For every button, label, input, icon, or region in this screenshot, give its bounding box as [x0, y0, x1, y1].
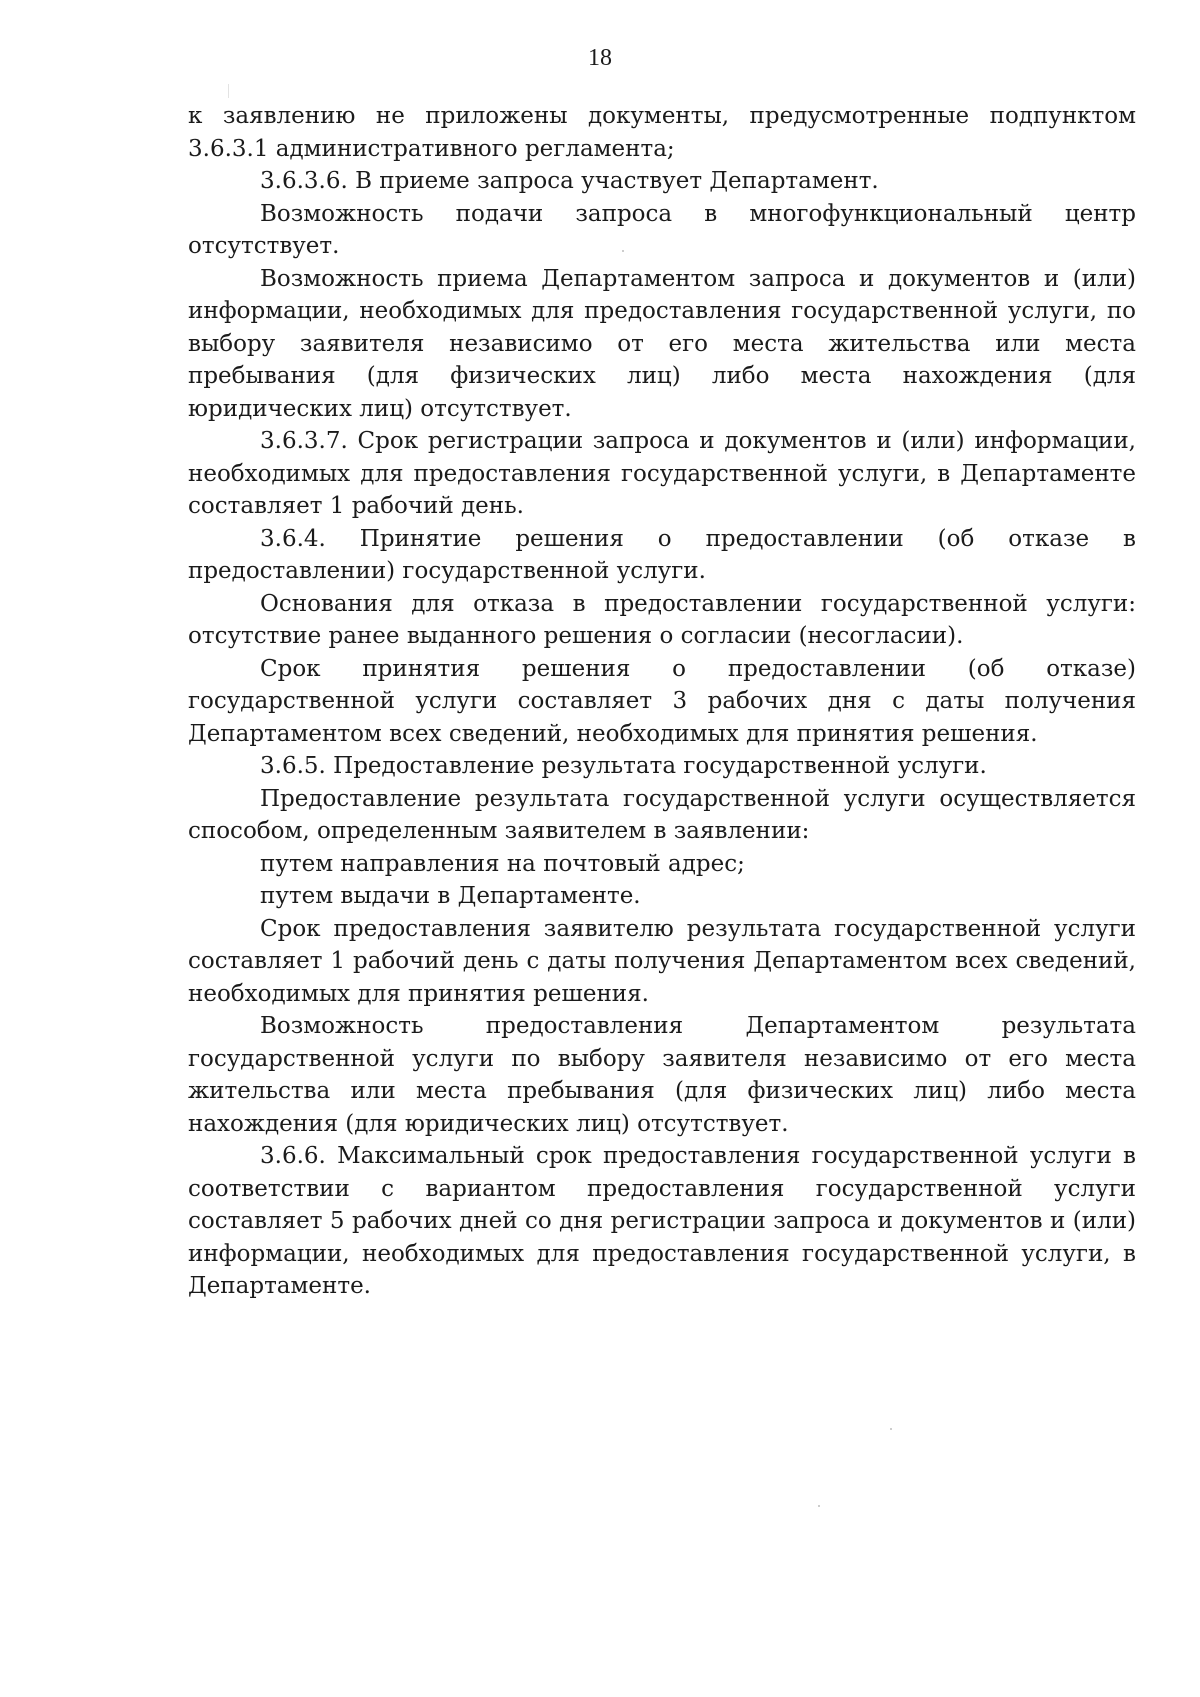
paragraph: путем направления на почтовый адрес; [260, 850, 745, 877]
paragraph: к заявлению не приложены документы, предусмотренные подпунктом 3.6.3.1 административного регламента; [188, 103, 1136, 162]
paragraph: 3.6.6. Максимальный срок предоставления государственной услуги в соответствии с вариантом предоставления государственной услуги составляет 5 рабочих дней со дня регистрации запроса и документов и (или) информации, необходимых для предоставления государственной услуги, в Департаменте. [188, 1143, 1136, 1299]
paragraph: 3.6.4. Принятие решения о предоставлении (об отказе в предоставлении) государственной услуги. [188, 525, 1136, 584]
scan-speck [818, 1505, 820, 1507]
scan-speck [622, 250, 624, 252]
paragraph: Срок предоставления заявителю результата государственной услуги составляет 1 рабочий день с даты получения Департаментом всех сведений, необходимых для принятия решения. [188, 915, 1136, 1007]
paragraph: Возможность приема Департаментом запроса и документов и (или) информации, необходимых для предоставления государственной услуги, по выбору заявителя независимо от его места жительства или места пребывания (для физических лиц) либо места нахождения (для юридических лиц) отсутствует. [188, 265, 1136, 422]
paragraph: Основания для отказа в предоставлении государственной услуги: отсутствие ранее выданного решения о согласии (несогласии). [188, 590, 1136, 649]
paragraph: Возможность предоставления Департаментом результата государственной услуги по выбору заявителя независимо от его места жительства или места пребывания (для физических лиц) либо места нахождения (для юридических лиц) отсутствует. [188, 1013, 1136, 1137]
paragraph: Возможность подачи запроса в многофункциональный центр отсутствует. [188, 200, 1136, 259]
scan-speck [228, 84, 229, 98]
paragraph: Срок принятия решения о предоставлении (об отказе) государственной услуги составляет 3 рабочих дня с даты получения Департаментом всех сведений, необходимых для принятия решения. [188, 655, 1136, 747]
paragraph: Предоставление результата государственной услуги осуществляется способом, определенным заявителем в заявлении: [188, 785, 1136, 844]
paragraph: 3.6.3.6. В приеме запроса участвует Департамент. [260, 168, 879, 194]
paragraph: 3.6.3.7. Срок регистрации запроса и документов и (или) информации, необходимых для предоставления государственной услуги, в Департаменте составляет 1 рабочий день. [188, 428, 1136, 519]
paragraph: 3.6.5. Предоставление результата государственной услуги. [260, 753, 987, 779]
paragraph: путем выдачи в Департаменте. [260, 883, 641, 909]
page-number: 18 [588, 45, 612, 71]
document-body [188, 100, 1136, 1303]
scan-speck [890, 1428, 892, 1430]
